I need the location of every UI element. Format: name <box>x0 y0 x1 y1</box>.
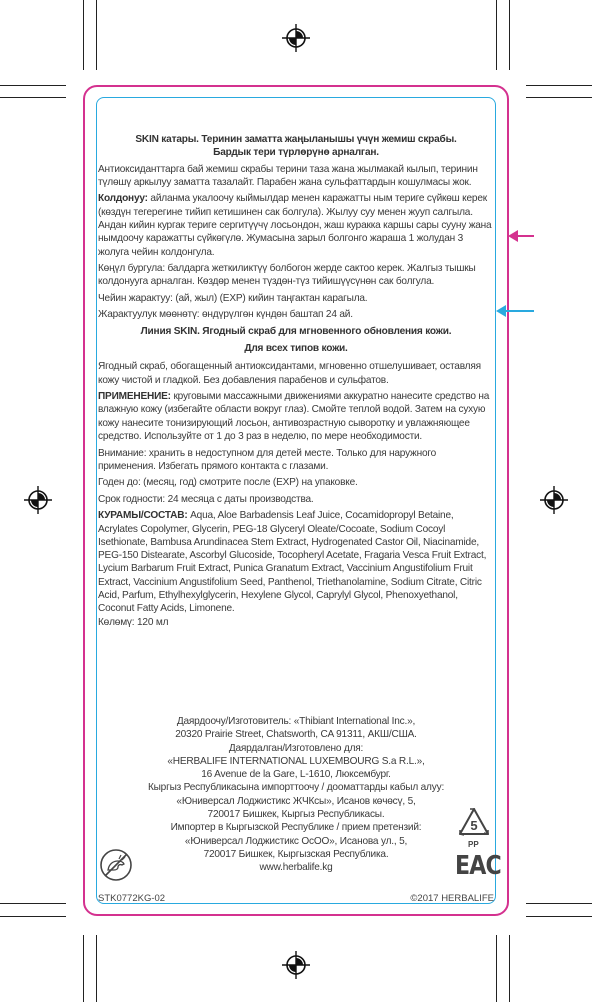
ingredients <box>98 509 494 615</box>
crop-mark <box>83 0 84 70</box>
manufacturer-line: 20320 Prairie Street, Chatsworth, CA 91311, АКШ/США. <box>175 729 417 741</box>
registration-mark-icon <box>540 486 568 514</box>
ru-expiry: Годен до: (месяц, год) смотрите после (EXP) на упаковке. <box>98 477 358 489</box>
crop-mark <box>526 916 592 917</box>
crop-mark <box>496 0 497 70</box>
registration-mark-icon <box>282 951 310 979</box>
ru-usage-label: ПРИМЕНЕНИЕ: <box>98 391 171 403</box>
ky-shelf-life: Жарактуулук мөөнөтү: өндүрүлгөн күндөн баштап 24 ай. <box>98 309 353 321</box>
manufacturer-line: «HERBALIFE INTERNATIONAL LUXEMBOURG S.a R.L.», <box>167 755 425 767</box>
ky-usage-text: айланма укалоочу кыймылдар менен каражатты ным териге сүйкөш керек (көздүн тегерегине тийип кетишинен сак болгула). Жылуу суу менен жууп салгыла. Андан кийин кургак териге сергитүүчү лосьондон, жаш куракка каршы сары сууну жана нымдоочу каражатты сүйкөгүлө. Жумасына зарыл болгонго жараша 1 жолудан 3 жолуга чейин колдонгула. <box>98 193 492 258</box>
website: www.herbalife.kg <box>259 862 333 874</box>
crop-mark <box>0 85 66 86</box>
ru-usage-text: круговыми массажными движениями аккуратно нанесите средство на влажную кожу (избегайте области вокруг глаз). Смойте теплой водой. Затем на сухую кожу нанесите тонизирующий лосьон, антивозрастную сыворотку и увлажняющее средство. Используйте от 1 до 3 раз в неделю, по мере необходимости. <box>98 391 490 443</box>
crop-mark <box>96 0 97 70</box>
recycle-icon <box>455 806 493 840</box>
manufacturer-line: Импортер в Кыргызской Республике / прием претензий: <box>170 822 422 834</box>
crop-mark <box>83 935 84 1002</box>
copyright: ©2017 HERBALIFE <box>410 893 494 904</box>
label-text <box>98 133 494 629</box>
manufacturer-line: 720017 Бишкек, Кыргыз Республикасы. <box>207 809 385 821</box>
volume: Көлөмү: 120 мл <box>98 616 169 628</box>
crop-mark <box>0 903 66 904</box>
manufacturer-line: «Юниверсал Лоджистикс ОсОО», Исанова ул., 5, <box>184 835 408 847</box>
recycle-code: PP <box>468 840 479 849</box>
crop-mark <box>526 903 592 904</box>
ky-warning: Көңүл бургула: балдарга жеткиликтүү болбогон жерде сактоо керек. Жалгыз тышкы колдонууга арналган. Көздөр менен түздөн-түз тийишүүсүнөн сак болгула. <box>98 263 476 288</box>
crop-mark <box>0 97 66 98</box>
eac-mark-icon: EAC <box>455 851 501 881</box>
ky-title-line-2: Бардык тери түрлөрүнө арналган. <box>213 147 379 159</box>
manufacturer-line: Даярдоочу/Изготовитель: «Thibiant International Inc.», <box>176 716 416 727</box>
crop-mark <box>509 0 510 70</box>
ky-expiry: Чейин жарактуу: (ай, жыл) (EXP) кийин таңгактан карагыла. <box>98 292 368 304</box>
manufacturer-block <box>118 715 474 875</box>
recycle-number: 5 <box>470 818 478 833</box>
crop-mark <box>526 97 592 98</box>
ky-intro: Антиоксиданттарга бай жемиш скрабы терини таза жана жылмакай кылып, теринин түлөшү аркылуу заматта тазалайт. Парабен жана сульфаттардын кошулмасы жок. <box>98 163 478 188</box>
product-code: STK0772KG-02 <box>98 893 166 904</box>
manufacturer-line: Даярдалган/Изготовлено для: <box>228 742 364 754</box>
ingredients-text: Aqua, Aloe Barbadensis Leaf Juice, Cocamidopropyl Betaine, Acrylates Copolymer, Glycerin, PEG-18 Glyceryl Oleate/Cocoate, Sodium Cocoyl Isethionate, Bambusa Arundinacea Stem Extract, Hydrogenated Castor Oil, Niacinamide, PEG-150 Distearate, Ascorbyl Glucoside, Tocopheryl Acetate, Fragaria Vesca Fruit Extract, Lycium Barbarum Fruit Extract, Punica Granatum Extract, Vaccinium Angustifolium Fruit Extract, Vaccinium Angustifolium Seed, Panthenol, Triethanolamine, Sodium Citrate, Citric Acid, Parfum, Ethylhexylglycerin, Hexylene Glycol, Caprylyl Glycol, Phenoxyethanol, Coconut Fatty Acids, Limonene. <box>98 510 487 615</box>
magenta-arrow-icon <box>508 229 534 243</box>
ky-usage-label: Колдонуу: <box>98 193 148 205</box>
manufacturer-line: 720017 Бишкек, Кыргызская Республика. <box>203 848 389 860</box>
ru-usage <box>98 390 494 443</box>
ru-title-line-2: Для всех типов кожи. <box>244 343 348 355</box>
manufacturer-line: «Юниверсал Лоджистикс ЖЧКсы», Исанов көчөсү, 5, <box>176 795 416 807</box>
ru-shelf-life: Срок годности: 24 месяца с даты производства. <box>98 493 314 505</box>
ky-title-line-1: SKIN катары. Теринин заматта жаңыланышы үчүн жемиш скрабы. <box>135 134 457 145</box>
cyan-arrow-icon <box>496 304 534 318</box>
crop-mark <box>496 935 497 1002</box>
ky-usage <box>98 192 494 258</box>
ingredients-label: КУРАМЫ/СОСТАВ: <box>98 510 188 522</box>
crop-mark <box>526 85 592 86</box>
manufacturer-line: 16 Avenue de la Gare, L-1610, Люксембург. <box>201 769 391 781</box>
ru-title-line-1: Линия SKIN. Ягодный скраб для мгновенного обновления кожи. <box>140 325 452 337</box>
registration-mark-icon <box>282 24 310 52</box>
ru-intro: Ягодный скраб, обогащенный антиоксидантами, мгновенно отшелушивает, оставляя кожу чистой и гладкой. Без добавления парабенов и сульфатов. <box>98 361 481 386</box>
manufacturer-line: Кыргыз Республикасына импорттоочу / дооматтарды кабыл алуу: <box>147 782 445 794</box>
crop-mark <box>96 935 97 1002</box>
crop-mark <box>0 916 66 917</box>
registration-mark-icon <box>24 486 52 514</box>
ru-warning: Внимание: хранить в недоступном для детей месте. Только для наружного применения. Избегать прямого контакта с глазами. <box>98 447 437 472</box>
crop-mark <box>509 935 510 1002</box>
no-animal-testing-icon <box>99 848 133 882</box>
